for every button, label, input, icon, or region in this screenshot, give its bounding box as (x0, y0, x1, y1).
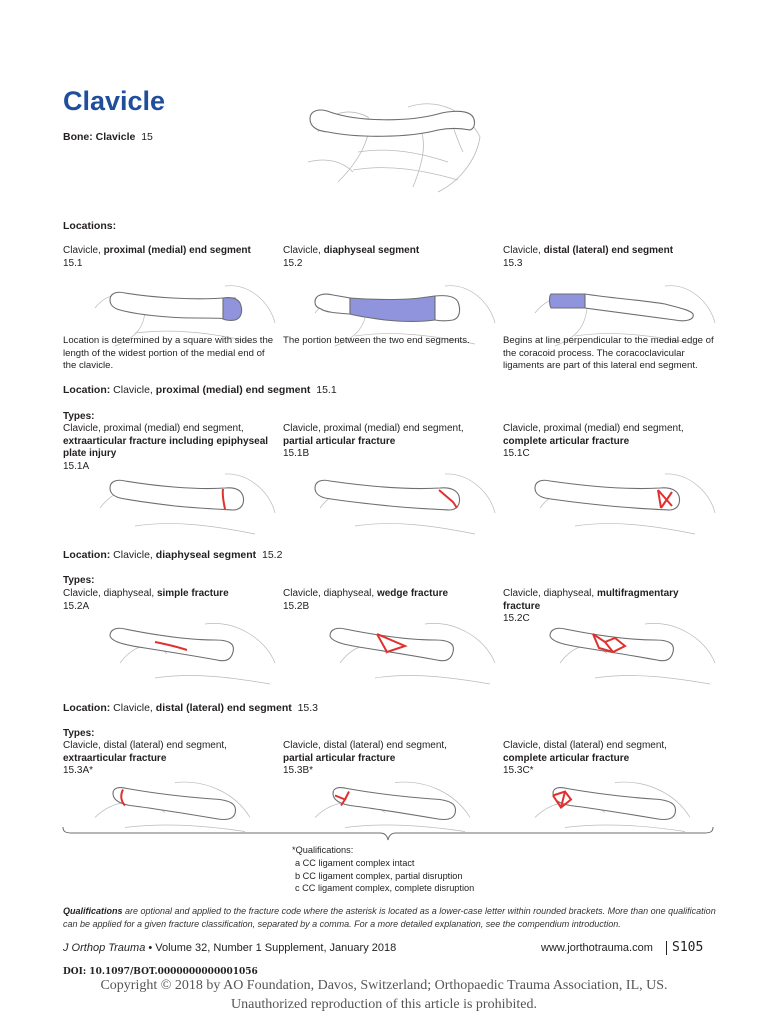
qualifications-footnote (63, 905, 723, 931)
location-caption-2-pre: Clavicle, (283, 245, 324, 256)
section-1-location-pre: Clavicle, (113, 384, 156, 396)
location-code-3: 15.3 (503, 257, 523, 269)
qualification-c: c CC ligament complex, complete disruption (295, 883, 475, 894)
section-2-location-label: Location: (63, 549, 111, 561)
location-caption-1-pre: Clavicle, (63, 245, 104, 256)
section-1-location-code: 15.1 (316, 384, 337, 396)
section-3-location (63, 702, 318, 714)
type-15-1c-caption (503, 423, 718, 461)
section-2-location-code: 15.2 (262, 549, 283, 561)
section-1-location-bold: proximal (medial) end segment (155, 384, 311, 396)
type-15-1a-bold: extraarticular fracture including epiphyseal plate injury (63, 435, 269, 459)
bone-label-text: Bone: Clavicle (63, 131, 136, 143)
type-15-2c-bold: multifragmentary fracture (503, 588, 679, 612)
proximal-segment-highlight (223, 298, 242, 321)
page-title: Clavicle (63, 86, 166, 116)
locations-heading: Locations: (63, 220, 117, 232)
location-caption-3 (503, 245, 673, 270)
qualification-b: b CC ligament complex, partial disruption (295, 870, 463, 881)
footnote-text: are optional and applied to the fracture code where the asterisk is located as a lower-case letter within rounded brackets. More than one qualification can be applied for a given fracture classification, separated by a comma. For a more detailed explanation, see the compendium introduction. (63, 906, 716, 929)
clavicle-outline (310, 110, 475, 136)
location-desc-1: Location is determined by a square with sides the length of the widest portion of the medial end of the clavicle. (63, 335, 274, 371)
type-15-1a-line1: Clavicle, proximal (medial) end segment, (63, 423, 244, 434)
section-2-types-label: Types: (63, 575, 95, 586)
type-15-1c-code: 15.1C (503, 448, 530, 459)
type-15-2b-line1: Clavicle, diaphyseal, (283, 588, 377, 599)
type-15-2b-caption (283, 588, 498, 613)
page-number: S105 (672, 940, 704, 955)
location-caption-3-pre: Clavicle, (503, 245, 544, 256)
diaphyseal-segment-highlight (350, 296, 435, 322)
type-15-2a-caption (63, 588, 278, 613)
journal-citation (63, 942, 396, 954)
location-code-2: 15.2 (283, 257, 303, 269)
bone-label (63, 131, 153, 143)
section-1-types-label: Types: (63, 411, 95, 422)
section-1-location (63, 384, 337, 396)
location-desc-2: The portion between the two end segments. (283, 335, 470, 346)
section-3-location-code: 15.3 (297, 702, 319, 714)
type-15-2a-figure (95, 618, 305, 688)
type-15-2b-bold: wedge fracture (376, 588, 449, 599)
copyright-line-2: Unauthorized reproduction of this article is prohibited. (231, 997, 537, 1012)
type-15-2b-code: 15.2B (283, 600, 310, 612)
type-15-2b-figure (315, 618, 525, 688)
type-15-2a-line1: Clavicle, diaphyseal, (63, 588, 157, 599)
type-15-1a-code: 15.1A (63, 460, 90, 472)
location-caption-3-bold: distal (lateral) end segment (543, 245, 674, 256)
type-15-3a-bold: extraarticular fracture (63, 752, 167, 764)
copyright-notice (0, 976, 768, 1014)
location-caption-1 (63, 245, 251, 270)
type-15-3a-line1: Clavicle, distal (lateral) end segment, (63, 740, 227, 751)
section-3-types-label: Types: (63, 728, 95, 739)
type-15-2c-code: 15.2C (503, 613, 530, 624)
type-15-2c-line1: Clavicle, diaphyseal, (503, 588, 597, 599)
type-15-3c-line1: Clavicle, distal (lateral) end segment, (503, 740, 667, 751)
section-3-location-bold: distal (lateral) end segment (155, 702, 292, 714)
type-15-3c-code: 15.3C* (503, 765, 534, 776)
type-15-1a-figure (75, 468, 285, 538)
type-15-1b-line1: Clavicle, proximal (medial) end segment, (283, 423, 464, 434)
location-caption-2-bold: diaphyseal segment (323, 245, 420, 256)
type-15-3b-bold: partial articular fracture (283, 752, 396, 764)
section-bracket (62, 826, 714, 842)
qualifications-list (292, 844, 474, 895)
footer-divider (666, 941, 667, 955)
location-caption-2 (283, 245, 419, 270)
location-caption-1-bold: proximal (medial) end segment (103, 245, 251, 256)
type-15-1c-figure (515, 468, 725, 538)
doi: DOI: 10.1097/BOT.0000000000001056 (63, 967, 258, 977)
journal-name: J Orthop Trauma (63, 942, 146, 954)
type-15-3c-bold: complete articular fracture (503, 752, 630, 764)
section-2-location-bold: diaphyseal segment (155, 549, 257, 561)
distal-segment-highlight (550, 294, 586, 308)
type-15-3b-line1: Clavicle, distal (lateral) end segment, (283, 740, 447, 751)
section-3-location-label: Location: (63, 702, 111, 714)
type-15-3a-code: 15.3A* (63, 765, 94, 776)
type-15-1c-line1: Clavicle, proximal (medial) end segment, (503, 423, 684, 434)
type-15-3b-code: 15.3B* (283, 765, 314, 776)
qualifications-heading: *Qualifications: (292, 845, 354, 855)
section-2-location (63, 549, 282, 561)
type-15-2a-bold: simple fracture (156, 588, 229, 599)
bone-code: 15 (141, 131, 153, 143)
type-15-1c-bold: complete articular fracture (503, 435, 630, 447)
type-15-1b-bold: partial articular fracture (283, 435, 396, 447)
copyright-line-1: Copyright © 2018 by AO Foundation, Davos, Switzerland; Orthopaedic Trauma Association, IL, US. (100, 978, 668, 993)
section-1-location-label: Location: (63, 384, 111, 396)
section-2-location-pre: Clavicle, (113, 549, 156, 561)
type-15-2c-figure (535, 618, 745, 688)
type-15-1b-caption (283, 423, 498, 461)
journal-website[interactable]: www.jorthotrauma.com (541, 942, 653, 954)
footnote-bold: Qualifications (63, 906, 123, 916)
type-15-1a-caption (63, 423, 278, 473)
type-15-2a-code: 15.2A (63, 600, 90, 612)
location-desc-3: Begins at line perpendicular to the medial edge of the coracoid process. The coracoclavicular ligaments are part of this lateral end segment. (503, 335, 714, 371)
location-code-1: 15.1 (63, 257, 83, 269)
type-15-1b-figure (295, 468, 505, 538)
type-15-1b-code: 15.1B (283, 448, 310, 459)
journal-volume: • Volume 32, Number 1 Supplement, January 2018 (145, 942, 397, 954)
clavicle-overview-figure (298, 92, 488, 197)
qualification-a: a CC ligament complex intact (295, 857, 415, 868)
section-3-location-pre: Clavicle, (113, 702, 156, 714)
